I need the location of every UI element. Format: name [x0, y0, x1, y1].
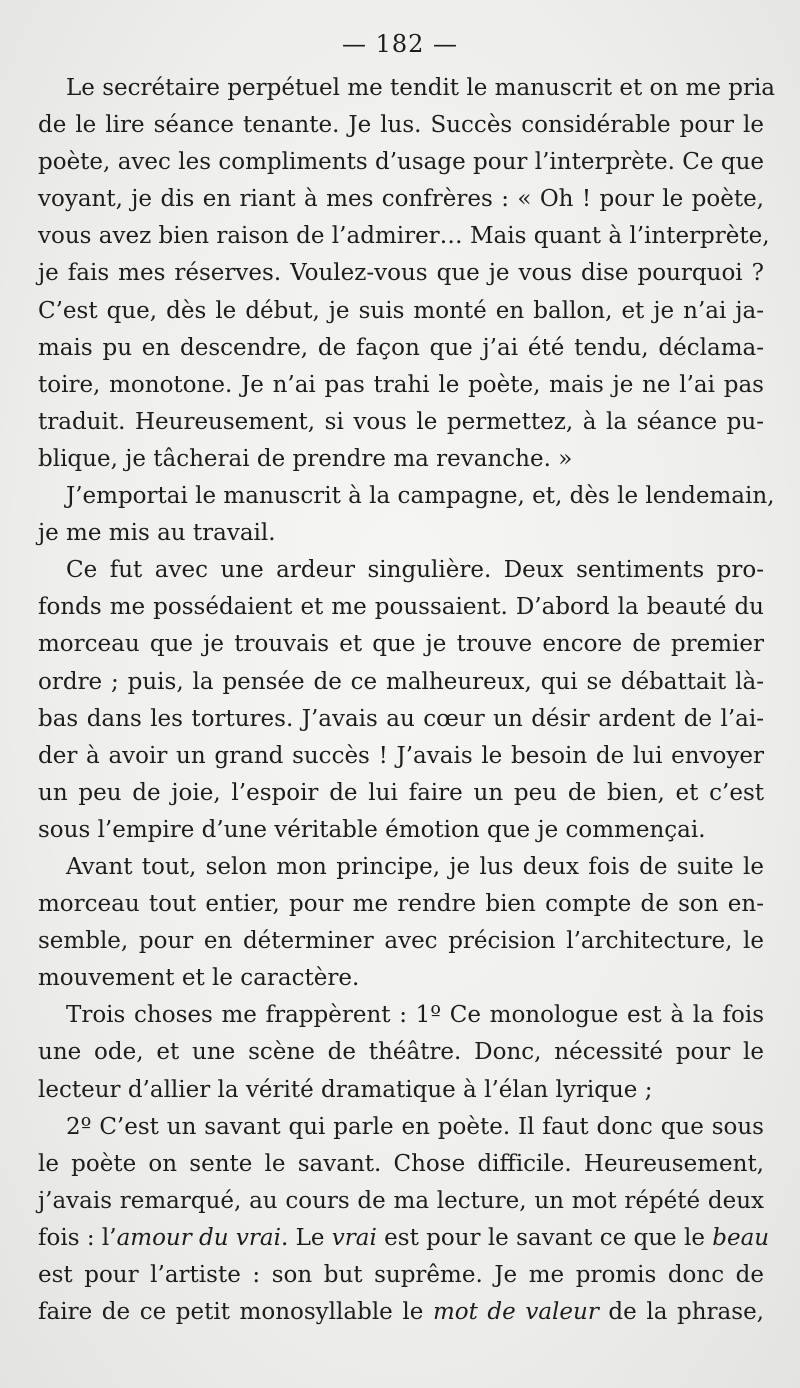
text-line: je fais mes réserves. Voulez-vous que je vous dise pourquoi ? — [38, 260, 764, 287]
text-line: J’emportai le manuscrit à la campagne, et, dès le lendemain, — [66, 483, 775, 510]
text-line: morceau que je trouvais et que je trouve encore de premier — [38, 631, 764, 658]
text-line: mouvement et le caractère. — [38, 965, 360, 992]
text-line: lecteur d’allier la vérité dramatique à l’élan lyrique ; — [38, 1076, 653, 1103]
text-line: Trois choses me frappèrent : 1º Ce monologue est à la fois — [66, 1002, 764, 1029]
text-line: voyant, je dis en riant à mes confrères : « Oh ! pour le poète, — [38, 186, 764, 213]
text-line — [38, 1220, 770, 1257]
text-line: semble, pour en déterminer avec précision l’architecture, le — [38, 928, 764, 955]
text-line: traduit. Heureusement, si vous le permettez, à la séance pu- — [38, 408, 764, 435]
text-line: fonds me possédaient et me poussaient. D’abord la beauté du — [38, 594, 764, 621]
text-line: vous avez bien raison de l’admirer… Mais quant à l’interprète, — [38, 223, 770, 250]
text-segment: est pour le savant ce que le — [376, 1224, 713, 1251]
text-segment: . Le — [280, 1224, 332, 1251]
page-number: — 182 — — [341, 30, 459, 58]
text-line: 2º C’est un savant qui parle en poète. Il faut donc que sous — [66, 1113, 764, 1140]
text-line: j’avais remarqué, au cours de ma lecture, un mot répété deux — [38, 1187, 764, 1214]
text-line: blique, je tâcherai de prendre ma revanche. » — [38, 445, 573, 472]
italic-phrase: mot de valeur — [432, 1299, 599, 1326]
text-line: un peu de joie, l’espoir de lui faire un peu de bien, et c’est — [38, 779, 764, 806]
text-line — [38, 1294, 764, 1331]
text-line: mais pu en descendre, de façon que j’ai été tendu, déclama- — [38, 334, 764, 361]
text-line: C’est que, dès le début, je suis monté en ballon, et je n’ai ja- — [38, 297, 764, 324]
text-line: poète, avec les compliments d’usage pour l’interprète. Ce que — [38, 149, 764, 176]
text-line: bas dans les tortures. J’avais au cœur un désir ardent de l’ai- — [38, 705, 764, 732]
text-line: Le secrétaire perpétuel me tendit le manuscrit et on me pria — [66, 75, 776, 101]
text-line: Avant tout, selon mon principe, je lus deux fois de suite le — [66, 853, 764, 880]
text-segment: faire de ce petit monosyllable le — [38, 1299, 433, 1326]
text-line: je me mis au travail. — [38, 520, 276, 547]
text-line: toire, monotone. Je n’ai pas trahi le poète, mais je ne l’ai pas — [38, 371, 764, 398]
text-segment: de la phrase, — [598, 1299, 764, 1326]
text-line: der à avoir un grand succès ! J’avais le besoin de lui envoyer — [38, 742, 764, 769]
text-line: ordre ; puis, la pensée de ce malheureux, qui se débattait là- — [38, 668, 764, 695]
body-text — [38, 70, 776, 1331]
text-line: une ode, et une scène de théâtre. Donc, nécessité pour le — [38, 1039, 764, 1066]
italic-phrase: amour du vrai — [116, 1224, 281, 1251]
text-line: morceau tout entier, pour me rendre bien compte de son en- — [38, 891, 764, 918]
text-line: Ce fut avec une ardeur singulière. Deux sentiments pro- — [66, 557, 764, 584]
text-segment: fois : l’ — [38, 1224, 117, 1251]
line-container — [38, 70, 776, 1220]
text-line: de le lire séance tenante. Je lus. Succès considérable pour le — [38, 112, 764, 139]
italic-word: beau — [712, 1224, 770, 1251]
text-line: sous l’empire d’une véritable émotion que je commençai. — [38, 816, 706, 843]
italic-word: vrai — [331, 1224, 377, 1251]
text-line: le poète on sente le savant. Chose difficile. Heureusement, — [38, 1150, 764, 1177]
text-line: est pour l’artiste : son but suprême. Je me promis donc de — [38, 1262, 764, 1288]
